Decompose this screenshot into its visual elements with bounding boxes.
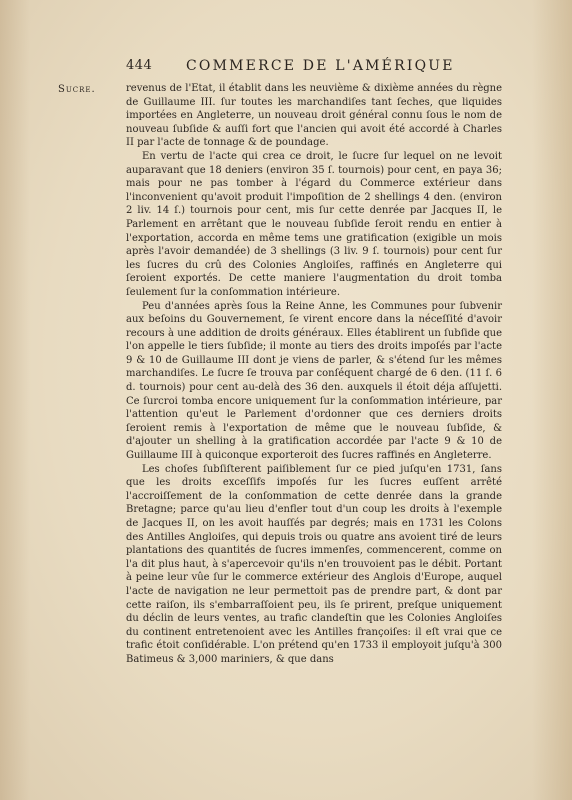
running-title: COMMERCE DE L'AMÉRIQUE xyxy=(186,58,455,74)
page-header xyxy=(0,58,572,82)
body-text xyxy=(126,82,502,667)
paragraph-2: En vertu de l'acte qui crea ce droit, le ſucre ſur lequel on ne levoit auparavant que 18 deniers (environ 35 ſ. tournois) pour cent, en paya 36; mais pour ne pas tomber à l'égard du Commerce extérieur dans l'inconvenient qu'avoit produit l'impoſition de 2 shellings 4 den. (environ 2 liv. 14 ſ.) tournois pour cent, mis ſur cette denrée par Jacques II, le Parlement en arrêtant que le nouveau ſubſide ſeroit rendu en entier à l'exportation, accorda en même tems une gratification (exigible un mois après l'avoir demandée) de 3 shellings (3 liv. 9 ſ. tournois) pour cent ſur les ſucres du crû des Colonies Angloiſes, raffinés en Angleterre qui ſeroient exportés. De cette maniere l'augmentation du droit tomba ſeulement ſur la conſommation intérieure. xyxy=(126,150,502,298)
page-number: 444 xyxy=(126,58,153,73)
margin-note: Sucre. xyxy=(58,84,96,95)
page-edge-shadow-right xyxy=(532,0,572,800)
page-edge-shadow-left xyxy=(0,0,30,800)
paragraph-4: Les choſes ſubſiſterent paiſiblement ſur ce pied juſqu'en 1731, ſans que les droits exceſſifs impoſés ſur les ſucres euſſent arrêté l'accroiſſement de la conſommation de cette denrée dans la grande Bretagne; parce qu'au lieu d'enfler tout d'un coup les droits à l'exemple de Jacques II, on les avoit hauſſés par degrés; mais en 1731 les Colons des Antilles Angloiſes, qui depuis trois ou quatre ans avoient tiré de leurs plantations des quantités de ſucres immenſes, commencerent, comme on l'a dit plus haut, à s'apercevoir qu'ils n'en trouvoient pas le débit. Portant à peine leur vûe ſur le commerce extérieur des Anglois d'Europe, auquel l'acte de navigation ne leur permettoit pas de prendre part, & dont par cette raiſon, ils s'embarraſſoient peu, ils ſe prirent, preſque uniquement du déclin de leurs ventes, au trafic clandeſtin que les Colonies Angloiſes du continent entretenoient avec les Antilles françoiſes: il eſt vrai que ce trafic étoit conſidérable. L'on prétend qu'en 1733 il employoit juſqu'à 300 Batimeus & 3,000 mariniers, & que dans xyxy=(126,463,502,665)
paragraph-1: revenus de l'Etat, il établit dans les neuvième & dixième années du règne de Guillaume III. ſur toutes les marchandiſes tant ſeches, que liquides importées en Angleterre, un nouveau droit général connu ſous le nom de nouveau ſubſide & auſſi fort que l'ancien qui avoit été accordé à Charles II par l'acte de tonnage & de poundage. xyxy=(126,83,502,149)
paragraph-3: Peu d'années après ſous la Reine Anne, les Communes pour ſubvenir aux beſoins du Gouvernement, ſe virent encore dans la néceſſité d'avoir recours à une addition de droits généraux. Elles établirent un ſubſide que l'on appelle le tiers ſubſide; il monte au tiers des droits impoſés par l'acte 9 & 10 de Guillaume III dont je viens de parler, & s'étend ſur les mêmes marchandiſes. Le ſucre ſe trouva par conſéquent chargé de 6 den. (11 ſ. 6 d. tournois) pour cent au-delà des 36 den. auxquels il étoit déja aſſujetti. Ce ſurcroi tomba encore uniquement ſur la conſommation intérieure, par l'attention qu'eut le Parlement d'ordonner que ces derniers droits ſeroient remis à l'exportation de même que le nouveau ſubſide, & d'ajouter un shelling à la gratification accordée par l'acte 9 & 10 de Guillaume III à quiconque exporteroit des ſucres raffinés en Angleterre. xyxy=(126,300,502,462)
